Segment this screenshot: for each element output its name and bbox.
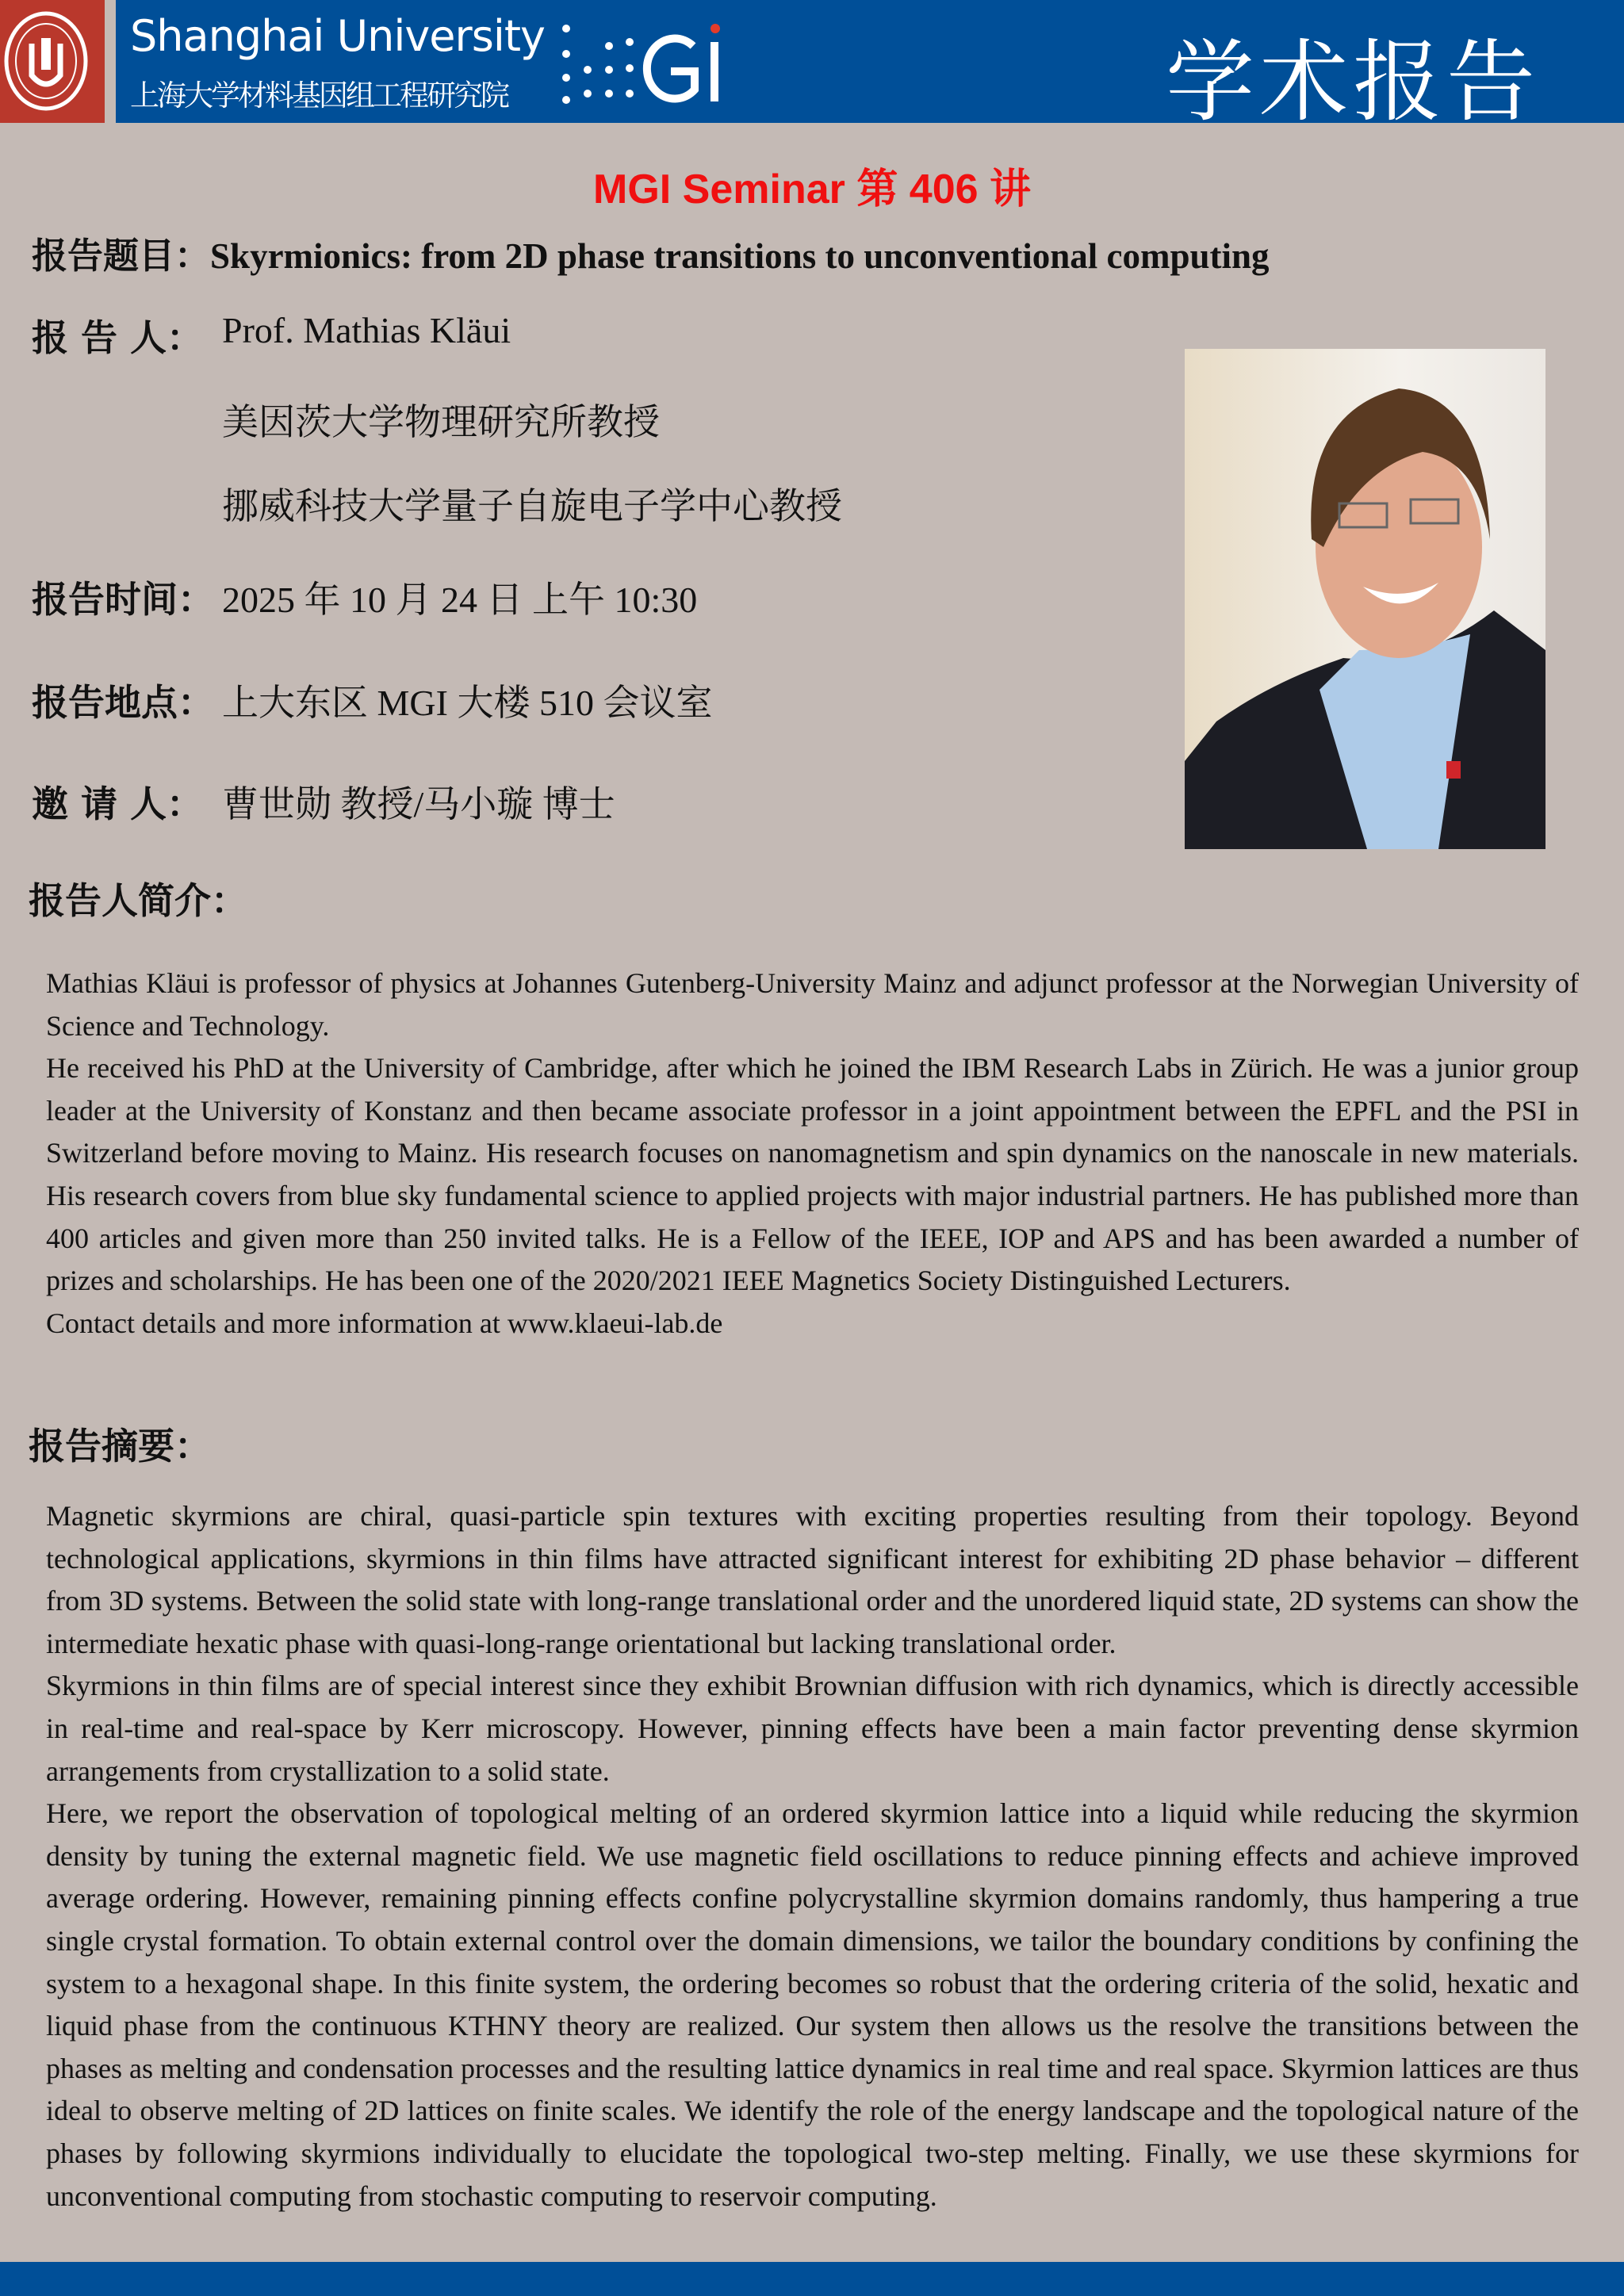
- abstract-paragraph: Here, we report the observation of topological melting of an ordered skyrmion lattice into a liquid while reducing the skyrmion density by tuning the external magnetic field. We use magnetic field oscillations to reduce pinning effects and achieve improved average ordering. However, remaining pinning effects confine polycrystalline skyrmion domains randomly, thus hampering a true single crystal formation. To obtain external control over the domain dimensions, we tailor the boundary conditions by confining the system to a hexagonal shape. In this finite system, the ordering becomes so robust that the ordering criteria of the solid, hexatic and liquid phase from the continuous KTHNY theory are realized. Our system then allows us the resolve the transitions between the phases as melting and condensation processes and the resulting lattice dynamics in real time and real space. Skyrmion lattices are thus ideal to observe melting of 2D lattices on finite scales. We identify the role of the energy landscape and the topological nature of the phases by following skyrmions individually to elucidate the topological two-step melting. Finally, we use these skyrmions for unconventional computing from stochastic computing to reservoir computing.: [46, 1797, 1579, 2212]
- university-name-en: Shanghai University: [130, 11, 545, 61]
- shanghai-university-seal-logo: [0, 0, 105, 123]
- abstract-paragraph: Skyrmions in thin films are of special interest since they exhibit Brownian diffusion with rich dynamics, which is directly accessible in real-time and real-space by Kerr microscopy. However, pinning effects have been a main factor preventing dense skyrmion arrangements from crystallization to a solid state.: [46, 1670, 1579, 1787]
- mgi-logo: [560, 22, 742, 109]
- time-label: 报告时间：: [32, 578, 214, 621]
- speaker-row: [32, 309, 511, 362]
- talk-time: 2025 年 10 月 24 日 上午 10:30: [222, 580, 698, 620]
- talk-title-row: [32, 227, 1270, 278]
- place-row: [32, 674, 713, 726]
- abstract-heading: 报告摘要：: [29, 1425, 211, 1468]
- inviter-row: [32, 775, 615, 828]
- speaker-name: Prof. Mathias Kläui: [222, 310, 511, 350]
- bio-paragraph: Mathias Kläui is professor of physics at Johannes Gutenberg-University Mainz and adjunct professor at the Norwegian University of Science and Technology.: [46, 967, 1579, 1042]
- seminar-number: MGI Seminar 第 406 讲: [593, 166, 1031, 212]
- abstract-text: [46, 1495, 1579, 2218]
- header-banner: [0, 0, 1624, 134]
- institute-name-cn: 上海大学材料基因组工程研究院: [130, 78, 508, 113]
- abstract-paragraph: Magnetic skyrmions are chiral, quasi-particle spin textures with exciting properties resulting from their topology. Beyond technological applications, skyrmions in thin films have attracted significant interest for exhibiting 2D phase behavior – different from 3D systems. Between the solid state with long-range translational order and the unordered liquid state, 2D systems can show the intermediate hexatic phase with quasi-long-range orientational but lacking translational order.: [46, 1500, 1579, 1659]
- banner-title: 学术报告: [1166, 31, 1540, 134]
- affiliation-2: 挪威科技大学量子自旋电子学中心教授: [222, 486, 842, 526]
- place-label: 报告地点：: [32, 681, 214, 724]
- talk-place: 上大东区 MGI 大楼 510 会议室: [222, 683, 713, 723]
- bio-paragraph: Contact details and more information at www.klaeui-lab.de: [46, 1307, 723, 1339]
- bio-heading: 报告人简介：: [29, 879, 247, 922]
- title-label: 报告题目：: [32, 235, 211, 277]
- affiliation-1: 美因茨大学物理研究所教授: [222, 402, 660, 442]
- inviter-names: 曹世勋 教授/马小璇 博士: [222, 784, 615, 825]
- speaker-photo: [1185, 349, 1545, 849]
- inviter-label: 邀 请 人：: [32, 783, 204, 825]
- time-row: [32, 571, 698, 623]
- bio-text: [46, 962, 1579, 1345]
- bio-paragraph: He received his PhD at the University of Cambridge, after which he joined the IBM Research Labs in Zürich. He was a junior group leader at the University of Konstanz and then became associate professor in a joint appointment between the EPFL and the PSI in Switzerland before moving to Mainz. His research focuses on nanomagnetism and spin dynamics on the nanoscale in new materials. His research covers from blue sky fundamental science to applied projects with major industrial partners. He has published more than 400 articles and given more than 250 invited talks. He is a Fellow of the IEEE, IOP and APS and has been awarded a number of prizes and scholarships. He has been one of the 2020/2021 IEEE Magnetics Society Distinguished Lecturers.: [46, 1052, 1579, 1297]
- footer-bar: [0, 2262, 1624, 2296]
- speaker-label: 报 告 人：: [32, 316, 204, 359]
- talk-title: Skyrmionics: from 2D phase transitions to unconventional computing: [210, 236, 1270, 276]
